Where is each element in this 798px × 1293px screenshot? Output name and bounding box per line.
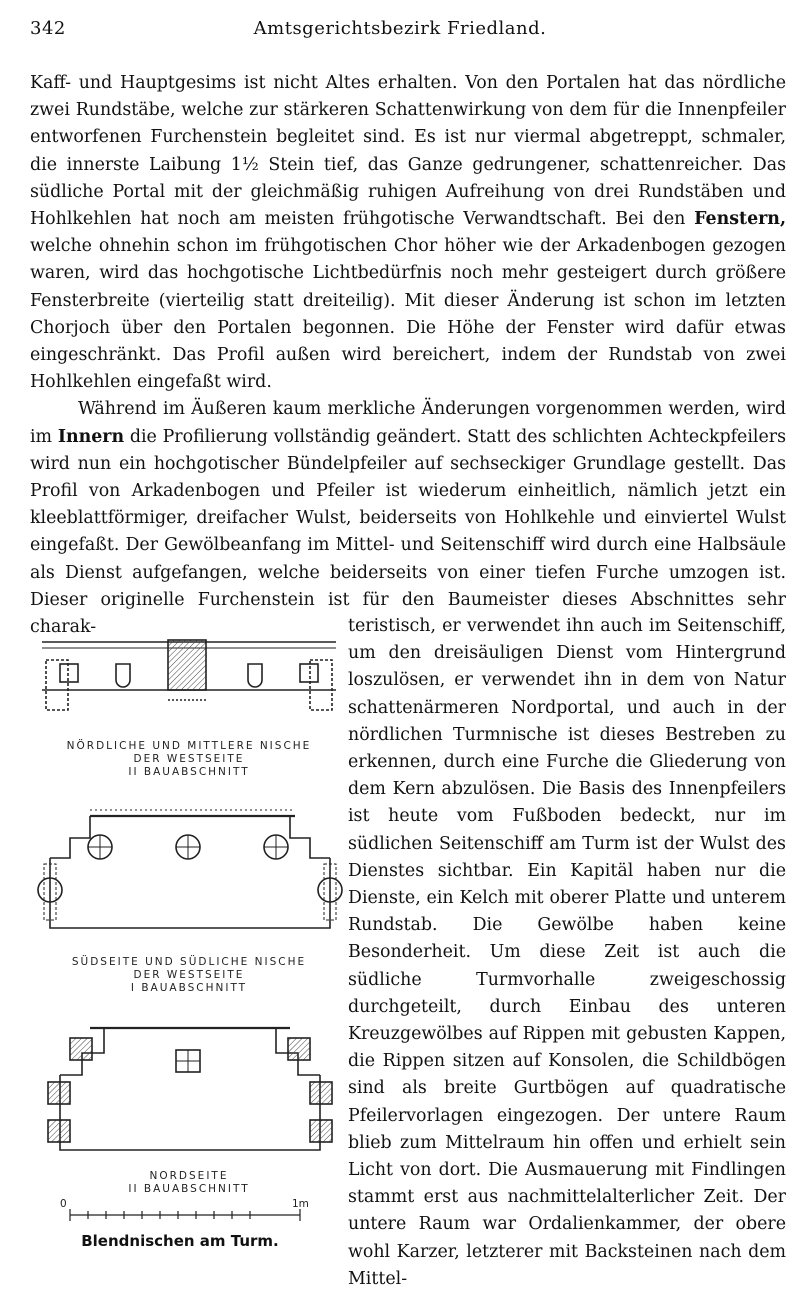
plan-1-caption-line-1: NÖRDLICHE UND MITTLERE NISCHE [66,740,312,752]
figure-blendnischen [30,620,348,1270]
scale-start-label: 0 [60,1198,67,1210]
p2-bold-innern: Innern [57,426,125,447]
running-title: Amtsgerichtsbezirk Friedland. [253,18,547,39]
plan-2-caption-line-3: I BAUABSCHNITT [130,982,248,994]
plan-1-caption [30,740,348,779]
p2-text-1: Während im Äußeren kaum merkliche Änderungen vorgenommen werden, wird im [30,399,786,447]
wrapped-text-column [348,613,786,1293]
plan-2-caption-line-2: DER WESTSEITE [133,969,245,981]
plan-3-caption-line-2: II BAUABSCHNITT [128,1183,250,1195]
plan-1-caption-line-3: II BAUABSCHNITT [128,766,250,778]
scale-end-label: 1m [292,1198,309,1210]
plan-2-caption-line-1: SÜDSEITE UND SÜDLICHE NISCHE [71,956,307,968]
paragraph-1 [30,70,786,396]
plan-3-caption [30,1170,348,1196]
plan-3-caption-line-1: NORDSEITE [149,1170,229,1182]
plan-1-caption-line-2: DER WESTSEITE [133,753,245,765]
paragraph-2 [30,396,786,641]
p1-text-1: Kaff- und Hauptgesims ist nicht Altes erhalten. Von den Portalen hat das nördliche zwei Rundstäbe, welche zur stärkeren Schattenwirkung von dem für die Innenpfeiler entworfenen Furchenstein begleitet sind. Es ist nur viermal abgetreppt, schmaler, die innerste Laibung 1½ Stein tief, das Ganze gedrungener, schattenreicher. Das südliche Portal mit der gleichmäßig ruhigen Aufreihung von drei Rundstäben und Hohlkehlen hat noch am meisten frühgotische Verwandtschaft. Bei den [30,73,786,230]
plan-2-caption [30,956,348,995]
plan-2-drawing [38,810,342,928]
plan-1-drawing [42,640,336,710]
scale-bar [70,1209,300,1221]
page-number: 342 [30,18,66,39]
paragraph-2-continued: teristisch, er verwendet ihn auch im Seitenschiff, um den dreisäuligen Dienst vom Hintergrund loszulösen, er verwendet ihn in dem von Natur schattenärmeren Nordportal, und auch in der nördlichen Turmnische ist dieses Bestreben zu erkennen, durch eine Furche die Gliederung von dem Kern abzulösen. Die Basis des Innenpfeilers ist heute vom Fußboden bedeckt, nur im südlichen Seitenschiff am Turm ist der Wulst des Dienstes sichtbar. Ein Kapitäl haben nur die Dienste, ein Kelch mit oberer Platte und unterem Rundstab. Die Gewölbe haben keine Besonderheit. Um diese Zeit ist auch die südliche Turmvorhalle zweigeschossig durchgeteilt, durch Einbau des unteren Kreuzgewölbes auf Rippen mit gebusten Kappen, die Rippen sitzen auf Konsolen, die Schildbögen sind als breite Gurtbögen auf quadratische Pfeilervorlagen eingezogen. Der untere Raum blieb zum Mittelraum hin offen und erhielt sein Licht von dort. Die Ausmauerung mit Findlingen stammt erst aus nachmittelalterlicher Zeit. Der untere Raum war Ordalienkammer, der obere wohl Karzer, letzterer mit Backsteinen nach dem Mittel- [348,616,786,1289]
figure-caption: Blendnischen am Turm. [81,1232,279,1250]
body-text [30,70,786,641]
plan-3-drawing [48,1028,332,1150]
p1-text-2: welche ohnehin schon im frühgotischen Chor höher wie der Arkadenbogen gezogen waren, wird das hochgotische Lichtbedürfnis noch mehr gesteigert durch größere Fensterbreite (vierteilig statt dreiteilig). Mit dieser Änderung ist schon im letzten Chorjoch über den Portalen begonnen. Die Höhe der Fenster wird dafür etwas eingeschränkt. Das Profil außen wird bereichert, indem der Rundstab von zwei Hohlkehlen eingefaßt wird. [30,236,786,393]
page-header [30,14,770,44]
p2-text-2: die Profilierung vollständig geändert. Statt des schlichten Achteckpfeilers wird nun ein hochgotischer Bündelpfeiler auf sechseckiger Grundlage gestellt. Das Profil von Arkadenbogen und Pfeiler ist wiederum einheitlich, nämlich jetzt ein kleeblattförmiger, dreifacher Wulst, beiderseits von Hohlkehle und einviertel Wulst eingefaßt. Der Gewölbeanfang im Mittel- und Seitenschiff wird durch eine Halbsäule als Dienst aufgefangen, welche beiderseits von einer tiefen Furche umzogen ist. Dieser originelle Furchenstein ist für den Baumeister dieses Abschnittes sehr charak- [30,426,786,638]
p1-bold-fenstern: Fenstern, [694,209,786,230]
